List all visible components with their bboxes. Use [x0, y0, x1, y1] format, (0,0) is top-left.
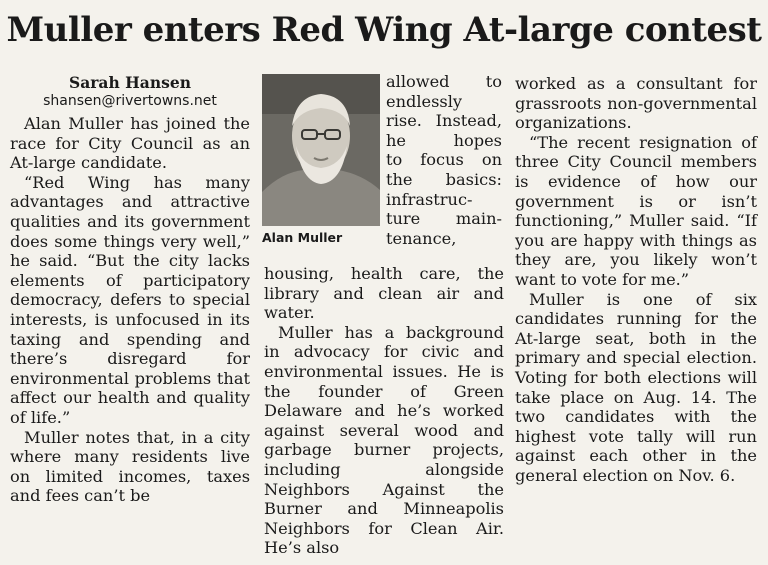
author-photo-block — [262, 74, 380, 247]
article-column-2-narrow — [386, 72, 502, 248]
text-line: he hopes — [386, 130, 502, 150]
paragraph: Muller notes that, in a city where many residents live on limited incomes, taxes and fees can’t be — [10, 427, 250, 506]
text-line: infrastruc- — [386, 189, 473, 209]
byline-email[interactable]: shansen@rivertowns.net — [43, 93, 217, 109]
article-column-1 — [10, 70, 250, 506]
text-line: rise. Instead, — [386, 111, 502, 131]
portrait-image — [262, 74, 380, 226]
photo-caption: Alan Muller — [262, 230, 343, 245]
paragraph: housing, health care, the library and clean air and water. — [264, 264, 504, 323]
article-column-3 — [515, 74, 757, 485]
byline-name: Sarah Hansen — [69, 73, 191, 92]
article-column-2 — [264, 264, 504, 558]
text-line: to focus on — [386, 150, 502, 170]
text-line: ture main- — [386, 209, 502, 229]
paragraph: worked as a consultant for grassroots non-governmental organizations. — [515, 74, 757, 133]
paragraph: Muller is one of six candidates running for the At-large seat, both in the primary and special election. Voting for both elections will take place on Aug. 14. The two candidates with the highest vote tally will run against each other in the general election on Nov. 6. — [515, 289, 757, 485]
paragraph: “The recent resignation of three City Council members is evidence of how our government is or isn’t functioning,” Muller said. “If you are happy with things as they are, you likely won’t want to vote for me.” — [515, 132, 757, 289]
headline: Muller enters Red Wing At-large contest — [6, 10, 762, 50]
text-line: allowed to — [386, 72, 502, 91]
paragraph: “Red Wing has many advantages and attractive qualities and its government does some things very well,” he said. “But the city lacks elements of participatory democracy, defers to special interests, is unfocused in its taxing and spending and there’s disregard for environmental problems that affect our health and quality of life.” — [10, 172, 250, 427]
text-line: the basics: — [386, 169, 502, 189]
paragraph: Muller has a background in advocacy for civic and environmental issues. He is the founder of Green Delaware and he’s worked against several wood and garbage burner projects, including alongside Neighbors Against the Burner and Minneapolis Neighbors for Clean Air. He’s also — [264, 322, 504, 558]
paragraph: Alan Muller has joined the race for City Council as an At-large candidate. — [10, 114, 250, 173]
text-line: endlessly — [386, 91, 463, 111]
text-line: tenance, — [386, 228, 457, 248]
candidate-photo — [262, 74, 380, 226]
